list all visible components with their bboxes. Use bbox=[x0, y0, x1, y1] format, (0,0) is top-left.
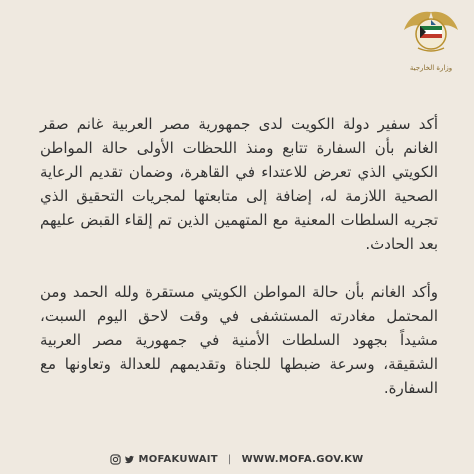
paragraph-1: أكد سفير دولة الكويت لدى جمهورية مصر العربية غانم صقر الغانم بأن السفارة تتابع ومنذ اللحظات الأولى حالة المواطن الكويتي الذي تعرض للاعتداء في القاهرة، وضمان تقديم الرعاية الصحية اللازمة له، إضافة إلى متابعتها لمجريات التحقيق الذي تجريه السلطات المعنية مع المتهمين الذين تم إلقاء القبض عليهم بعد الحادث. bbox=[40, 115, 438, 253]
kuwait-emblem-icon bbox=[396, 4, 466, 86]
social-handle-text: MOFAKUWAIT bbox=[138, 453, 218, 465]
ministry-caption: وزارة الخارجية bbox=[409, 64, 453, 72]
announcement-body bbox=[40, 112, 438, 424]
twitter-icon bbox=[124, 454, 135, 465]
instagram-icon bbox=[110, 454, 121, 465]
footer bbox=[0, 444, 474, 474]
footer-separator: | bbox=[227, 453, 232, 465]
website-link[interactable]: WWW.MOFA.GOV.KW bbox=[241, 453, 364, 465]
social-handle[interactable] bbox=[110, 454, 217, 465]
paragraph-2: وأكد الغانم بأن حالة المواطن الكويتي مستقرة ولله الحمد ومن المحتمل مغادرته المستشفى في وقت لاحق اليوم السبت، مشيداً بجهود السلطات الأمنية في جمهورية مصر العربية الشقيقة، وسرعة ضبطها للجناة وتقديمهم للعدالة وتعاونها مع السفارة. bbox=[40, 283, 438, 397]
